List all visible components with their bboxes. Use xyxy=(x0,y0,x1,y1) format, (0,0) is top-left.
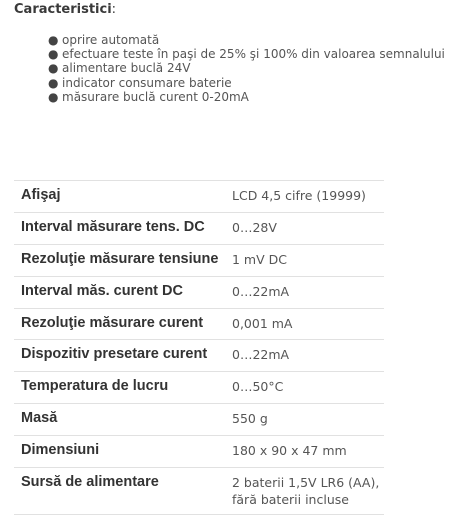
list-item xyxy=(48,76,454,90)
features-list xyxy=(14,33,454,104)
spec-value: 0…22mA xyxy=(223,340,384,372)
spec-value: 0…22mA xyxy=(223,276,384,308)
table-row xyxy=(14,181,384,213)
spec-label: Rezoluţie măsurare tensiune xyxy=(14,244,223,276)
list-item-text: indicator consumare baterie xyxy=(62,75,232,90)
spec-label: Rezoluţie măsurare curent xyxy=(14,308,223,340)
spec-label: Sursă de alimentare xyxy=(14,468,223,515)
spec-value: 0,001 mA xyxy=(223,308,384,340)
table-row xyxy=(14,340,384,372)
spec-value: 0…50°C xyxy=(223,372,384,404)
features-heading-colon: : xyxy=(111,2,117,17)
spec-label: Masă xyxy=(14,404,223,436)
list-item-text: oprire automată xyxy=(62,33,160,47)
bullet-icon: ● xyxy=(48,47,59,62)
features-section xyxy=(14,0,454,104)
spec-value: 0…28V xyxy=(223,212,384,244)
features-heading xyxy=(14,1,454,19)
list-item xyxy=(48,61,454,75)
spec-value: 550 g xyxy=(223,404,384,436)
spec-value: 180 x 90 x 47 mm xyxy=(223,436,384,468)
specs-table xyxy=(14,180,384,515)
spec-label: Dispozitiv presetare curent xyxy=(14,340,223,372)
list-item xyxy=(48,90,454,104)
list-item xyxy=(48,47,454,61)
features-heading-text: Caracteristici xyxy=(14,2,112,17)
bullet-icon: ● xyxy=(48,89,59,104)
spec-value-line: 2 baterii 1,5V LR6 (AA), xyxy=(232,475,380,491)
spec-value: LCD 4,5 cifre (19999) xyxy=(223,181,384,213)
table-row xyxy=(14,276,384,308)
list-item xyxy=(48,33,454,47)
list-item-text: alimentare buclă 24V xyxy=(62,61,191,76)
table-row xyxy=(14,372,384,404)
spec-label: Afişaj xyxy=(14,181,223,213)
table-row xyxy=(14,244,384,276)
spec-label: Dimensiuni xyxy=(14,436,223,468)
bullet-icon: ● xyxy=(48,61,59,76)
table-row xyxy=(14,308,384,340)
spec-value: 1 mV DC xyxy=(223,244,384,276)
spec-value-multiline xyxy=(223,468,384,515)
table-row xyxy=(14,212,384,244)
table-row xyxy=(14,404,384,436)
bullet-icon: ● xyxy=(48,75,59,90)
spec-label: Interval măs. curent DC xyxy=(14,276,223,308)
bullet-icon: ● xyxy=(48,33,59,47)
list-item-text: măsurare buclă curent 0-20mA xyxy=(62,89,249,104)
table-row xyxy=(14,436,384,468)
table-row xyxy=(14,468,384,515)
spec-label: Interval măsurare tens. DC xyxy=(14,212,223,244)
list-item-text: efectuare teste în paşi de 25% şi 100% din valoarea semnalului xyxy=(62,47,445,62)
spec-value-line: fără baterii incluse xyxy=(232,492,349,508)
spec-label: Temperatura de lucru xyxy=(14,372,223,404)
